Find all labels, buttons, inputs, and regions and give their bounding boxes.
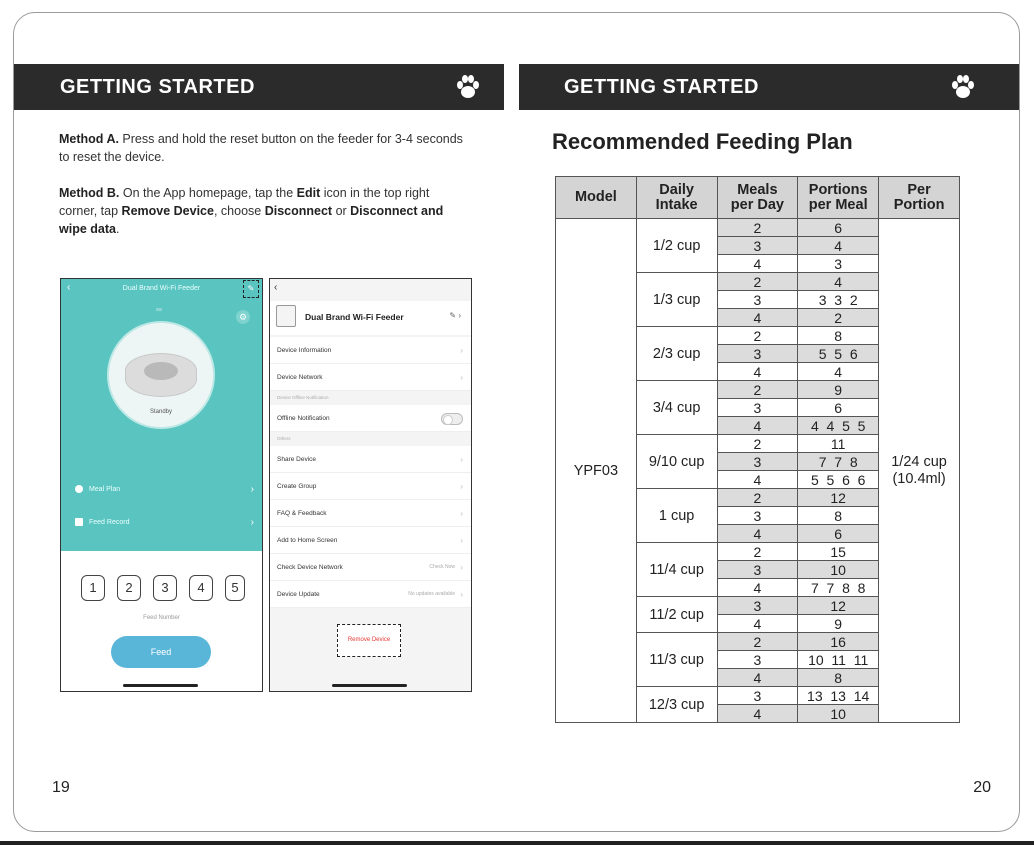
model-cell: YPF03 <box>556 219 637 723</box>
pencil-icon[interactable]: ✎ › <box>449 311 461 320</box>
meals-per-day-cell: 4 <box>717 615 798 633</box>
method-b-text: icon in the top right corner, tap <box>59 186 430 218</box>
header-daily-intake <box>636 177 717 219</box>
method-b-edit: Edit <box>296 186 321 200</box>
meals-per-day-cell: 2 <box>717 381 798 399</box>
settings-item-device-update[interactable] <box>270 581 471 608</box>
chevron-right-icon: › <box>460 590 463 599</box>
paw-icon <box>949 73 977 101</box>
settings-item-add-home-screen[interactable] <box>270 527 471 554</box>
portions-per-meal-cell: 8 <box>798 327 879 345</box>
device-icon <box>276 305 296 327</box>
item-label: Create Group <box>277 483 317 490</box>
portions-per-meal-cell: 6 <box>798 219 879 237</box>
meals-per-day-cell: 2 <box>717 219 798 237</box>
feeding-plan-table <box>555 176 960 723</box>
portions-per-meal-cell: 3 3 2 <box>798 291 879 309</box>
table-header-row <box>556 177 960 219</box>
method-a-text: Press and hold the reset button on the feeder for 3-4 seconds to reset the device. <box>59 132 463 164</box>
feed-number-1[interactable]: 1 <box>81 575 105 601</box>
settings-item-offline-notification <box>270 405 471 432</box>
meals-per-day-cell: 2 <box>717 435 798 453</box>
feeding-plan-title: Recommended Feeding Plan <box>552 129 853 154</box>
meals-per-day-cell: 4 <box>717 669 798 687</box>
daily-intake-cell: 1/3 cup <box>636 273 717 327</box>
header-model <box>556 177 637 219</box>
meals-per-day-cell: 4 <box>717 417 798 435</box>
method-b-paragraph <box>59 184 469 238</box>
header-text: per Meal <box>808 196 868 213</box>
bowl-icon <box>125 353 197 397</box>
header-text: Per <box>907 181 931 198</box>
settings-device-header <box>270 301 471 335</box>
paw-icon <box>454 73 482 101</box>
daily-intake-cell: 1/2 cup <box>636 219 717 273</box>
portions-per-meal-cell: 4 4 5 5 <box>798 417 879 435</box>
meals-per-day-cell: 4 <box>717 471 798 489</box>
page-number-right: 20 <box>973 779 991 796</box>
feed-number-2[interactable]: 2 <box>117 575 141 601</box>
settings-item-device-network[interactable] <box>270 364 471 391</box>
feed-number-selector <box>81 575 251 601</box>
meals-per-day-cell: 2 <box>717 543 798 561</box>
portions-per-meal-cell: 4 <box>798 237 879 255</box>
feeding-plan-body <box>556 219 960 723</box>
meals-per-day-cell: 3 <box>717 237 798 255</box>
chevron-right-icon: › <box>460 373 463 382</box>
meals-per-day-cell: 2 <box>717 327 798 345</box>
daily-intake-cell: 2/3 cup <box>636 327 717 381</box>
meals-per-day-cell: 2 <box>717 273 798 291</box>
header-text: Meals <box>737 181 778 198</box>
chevron-right-icon: › <box>460 482 463 491</box>
back-icon[interactable]: ‹ <box>274 282 278 293</box>
item-label: Add to Home Screen <box>277 537 338 544</box>
chevron-right-icon: › <box>460 346 463 355</box>
meals-per-day-cell: 4 <box>717 705 798 723</box>
section-offline-notification: Device Offline Notification <box>270 391 471 405</box>
phone-screenshot-home <box>60 278 263 692</box>
left-header-bar <box>14 64 504 110</box>
chevron-right-icon: › <box>460 455 463 464</box>
portions-per-meal-cell: 4 <box>798 273 879 291</box>
settings-list <box>270 337 471 608</box>
item-label: Device Information <box>277 347 332 354</box>
portions-per-meal-cell: 9 <box>798 381 879 399</box>
per-portion-cell <box>879 219 960 723</box>
meals-per-day-cell: 3 <box>717 651 798 669</box>
meals-per-day-cell: 3 <box>717 291 798 309</box>
daily-intake-cell: 11/3 cup <box>636 633 717 687</box>
section-others: Others <box>270 432 471 446</box>
method-a-label: Method A. <box>59 132 119 146</box>
method-b-label: Method B. <box>59 186 120 200</box>
daily-intake-cell: 12/3 cup <box>636 687 717 723</box>
home-indicator <box>332 684 407 687</box>
meals-per-day-cell: 3 <box>717 345 798 363</box>
left-header-title: GETTING STARTED <box>60 76 255 98</box>
meals-per-day-cell: 3 <box>717 561 798 579</box>
portions-per-meal-cell: 16 <box>798 633 879 651</box>
item-label: FAQ & Feedback <box>277 510 327 517</box>
right-header-bar <box>519 64 1020 110</box>
method-b-text: On the App homepage, tap the <box>119 186 297 200</box>
meals-per-day-cell: 3 <box>717 597 798 615</box>
chevron-right-icon: › <box>460 563 463 572</box>
no-updates-value: No updates available <box>408 591 455 597</box>
header-text: per Day <box>730 196 784 213</box>
feed-button[interactable]: Feed <box>111 636 211 668</box>
portions-per-meal-cell: 6 <box>798 525 879 543</box>
feed-number-label: Feed Number <box>143 615 180 621</box>
header-text: Intake <box>655 196 698 213</box>
record-icon <box>75 518 83 526</box>
portions-per-meal-cell: 11 <box>798 435 879 453</box>
portions-per-meal-cell: 3 <box>798 255 879 273</box>
feeder-bowl-image <box>107 321 215 429</box>
portions-per-meal-cell: 5 5 6 6 <box>798 471 879 489</box>
meals-per-day-cell: 3 <box>717 453 798 471</box>
header-portions-per-meal <box>798 177 879 219</box>
settings-item-create-group[interactable] <box>270 473 471 500</box>
header-text: Portion <box>893 196 945 213</box>
item-label: Share Device <box>277 456 317 463</box>
header-per-portion <box>879 177 960 219</box>
home-indicator <box>123 684 198 687</box>
daily-intake-cell: 11/2 cup <box>636 597 717 633</box>
header-text: Portions <box>808 181 868 198</box>
phone-screenshot-settings <box>269 278 472 692</box>
remove-device-button[interactable]: Remove Device <box>337 624 401 657</box>
settings-item-check-network[interactable] <box>270 554 471 581</box>
portions-per-meal-cell: 15 <box>798 543 879 561</box>
method-b-text: . <box>115 222 120 236</box>
daily-intake-cell: 9/10 cup <box>636 435 717 489</box>
chevron-right-icon: › <box>460 509 463 518</box>
gear-icon[interactable]: ⚙ <box>236 310 250 324</box>
meals-per-day-cell: 4 <box>717 255 798 273</box>
portions-per-meal-cell: 2 <box>798 309 879 327</box>
meals-per-day-cell: 3 <box>717 507 798 525</box>
portions-per-meal-cell: 13 13 14 <box>798 687 879 705</box>
settings-item-faq-feedback[interactable] <box>270 500 471 527</box>
indicator-icon <box>156 308 162 311</box>
meal-plan-row[interactable] <box>75 485 254 493</box>
meal-plan-label: Meal Plan <box>89 485 121 493</box>
portions-per-meal-cell: 10 11 11 <box>798 651 879 669</box>
chevron-right-icon: › <box>250 484 254 495</box>
portions-per-meal-cell: 12 <box>798 597 879 615</box>
table-row <box>556 219 960 237</box>
portions-per-meal-cell: 8 <box>798 669 879 687</box>
meals-per-day-cell: 2 <box>717 633 798 651</box>
bottom-rule <box>0 841 1034 845</box>
header-text: Model <box>574 189 617 205</box>
portions-per-meal-cell: 10 <box>798 705 879 723</box>
header-text: Daily <box>659 181 694 198</box>
check-now-value: Check Now <box>429 564 455 570</box>
header-meals-per-day <box>717 177 798 219</box>
method-b-remove-device: Remove Device <box>121 204 214 218</box>
home-title: Dual Brand Wi-Fi Feeder <box>122 285 201 292</box>
portions-per-meal-cell: 7 7 8 <box>798 453 879 471</box>
chevron-right-icon: › <box>460 536 463 545</box>
edit-icon[interactable]: ✎ <box>243 280 259 298</box>
method-a-paragraph <box>59 130 469 166</box>
meals-per-day-cell: 3 <box>717 687 798 705</box>
item-label: Device Network <box>277 374 323 381</box>
meals-per-day-cell: 4 <box>717 525 798 543</box>
item-label: Check Device Network <box>277 564 343 571</box>
portions-per-meal-cell: 8 <box>798 507 879 525</box>
portions-per-meal-cell: 4 <box>798 363 879 381</box>
meals-per-day-cell: 2 <box>717 489 798 507</box>
method-b-disconnect-wipe: Disconnect and wipe data <box>59 204 444 236</box>
status-label: Standby <box>149 409 173 415</box>
portions-per-meal-cell: 7 7 8 8 <box>798 579 879 597</box>
chevron-right-icon: › <box>250 517 254 528</box>
daily-intake-cell: 1 cup <box>636 489 717 543</box>
portions-per-meal-cell: 9 <box>798 615 879 633</box>
portions-per-meal-cell: 10 <box>798 561 879 579</box>
daily-intake-cell: 11/4 cup <box>636 543 717 597</box>
portions-per-meal-cell: 5 5 6 <box>798 345 879 363</box>
page-number-left: 19 <box>52 779 70 796</box>
offline-notification-toggle[interactable] <box>441 413 463 425</box>
home-top-panel <box>61 279 262 551</box>
meals-per-day-cell: 4 <box>717 363 798 381</box>
feed-number-4[interactable]: 4 <box>189 575 213 601</box>
per-portion-cup: 1/24 cup <box>891 453 947 470</box>
daily-intake-cell: 3/4 cup <box>636 381 717 435</box>
feed-number-5[interactable]: 5 <box>225 575 245 601</box>
meals-per-day-cell: 4 <box>717 579 798 597</box>
settings-item-device-information[interactable] <box>270 337 471 364</box>
item-label: Device Update <box>277 591 320 598</box>
feed-record-row[interactable] <box>75 518 254 526</box>
right-header-title: GETTING STARTED <box>564 76 759 98</box>
meals-per-day-cell: 3 <box>717 399 798 417</box>
method-b-text: or <box>332 204 351 218</box>
feed-number-3[interactable]: 3 <box>153 575 177 601</box>
portions-per-meal-cell: 12 <box>798 489 879 507</box>
settings-device-title: Dual Brand Wi-Fi Feeder <box>305 312 404 322</box>
method-b-text: , choose <box>213 204 265 218</box>
clock-icon <box>75 485 83 493</box>
feed-record-label: Feed Record <box>89 518 130 526</box>
per-portion-ml: (10.4ml) <box>892 470 946 487</box>
back-icon[interactable]: ‹ <box>67 282 71 293</box>
method-b-disconnect: Disconnect <box>264 204 333 218</box>
portions-per-meal-cell: 6 <box>798 399 879 417</box>
meals-per-day-cell: 4 <box>717 309 798 327</box>
item-label: Offline Notification <box>277 415 330 422</box>
settings-item-share-device[interactable] <box>270 446 471 473</box>
